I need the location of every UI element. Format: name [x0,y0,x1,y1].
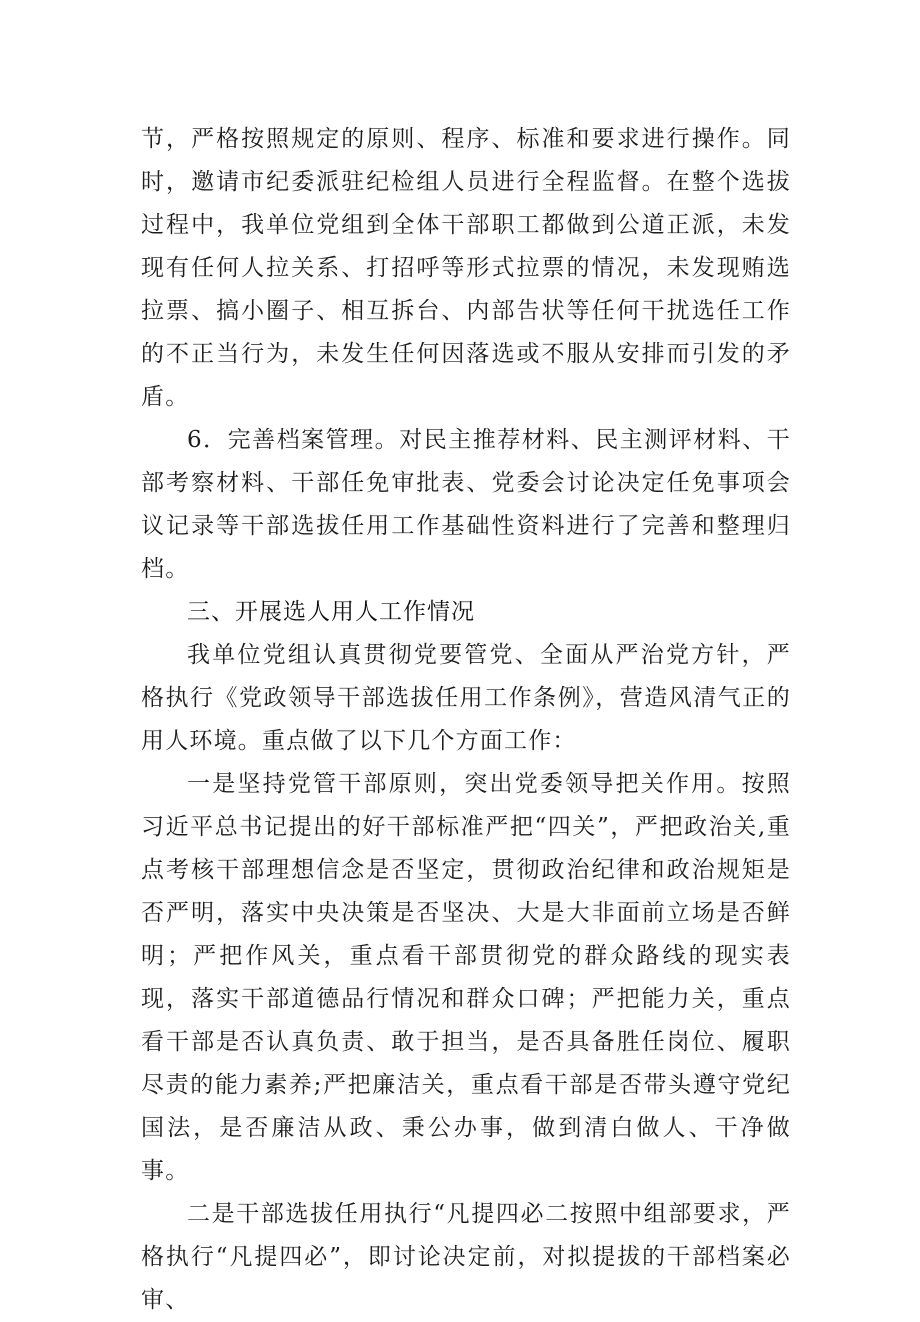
paragraph-intro: 我单位党组认真贯彻党要管党、全面从严治党方针，严格执行《党政领导干部选拔任用工作条例》，营造风清气正的用人环境。重点做了以下几个方面工作： [141,642,791,754]
section-heading: 三、开展选人用人工作情况 [187,599,475,625]
paragraph-point-one: 一是坚持党管干部原则，突出党委领导把关作用。按照习近平总书记提出的好干部标准严把“四关”，严把政治关,重点考核干部理想信念是否坚定，贯彻政治纪律和政治规矩是否严明，落实中央决策是否坚决、大是大非面前立场是否鲜明；严把作风关，重点看干部贯彻党的群众路线的现实表现，落实干部道德品行情况和群众口碑；严把能力关，重点看干部是否认真负责、敢于担当，是否具备胜任岗位、履职尽责的能力素养;严把廉洁关，重点看干部是否带头遵守党纪国法，是否廉洁从政、秉公办事，做到清白做人、干净做事。 [141,771,791,1184]
paragraph-archive-management: 6．完善档案管理。对民主推荐材料、民主测评材料、干部考察材料、干部任免审批表、党委会讨论决定任免事项会议记录等干部选拔任用工作基础性资料进行了完善和整理归档。 [141,427,791,582]
document-body [141,118,791,1322]
paragraph-point-two: 二是干部选拔任用执行“凡提四必二按照中组部要求，严格执行“凡提四必”，即讨论决定前，对拟提拔的干部档案必审、 [141,1201,791,1313]
paragraph-selection-process: 节，严格按照规定的原则、程序、标准和要求进行操作。同时，邀请市纪委派驻纪检组人员进行全程监督。在整个选拔过程中，我单位党组到全体干部职工都做到公道正派，未发现有任何人拉关系、打招呼等形式拉票的情况，未发现贿选拉票、搞小圈子、相互拆台、内部告状等任何干扰选任工作的不正当行为，未发生任何因落选或不服从安排而引发的矛盾。 [141,126,791,410]
